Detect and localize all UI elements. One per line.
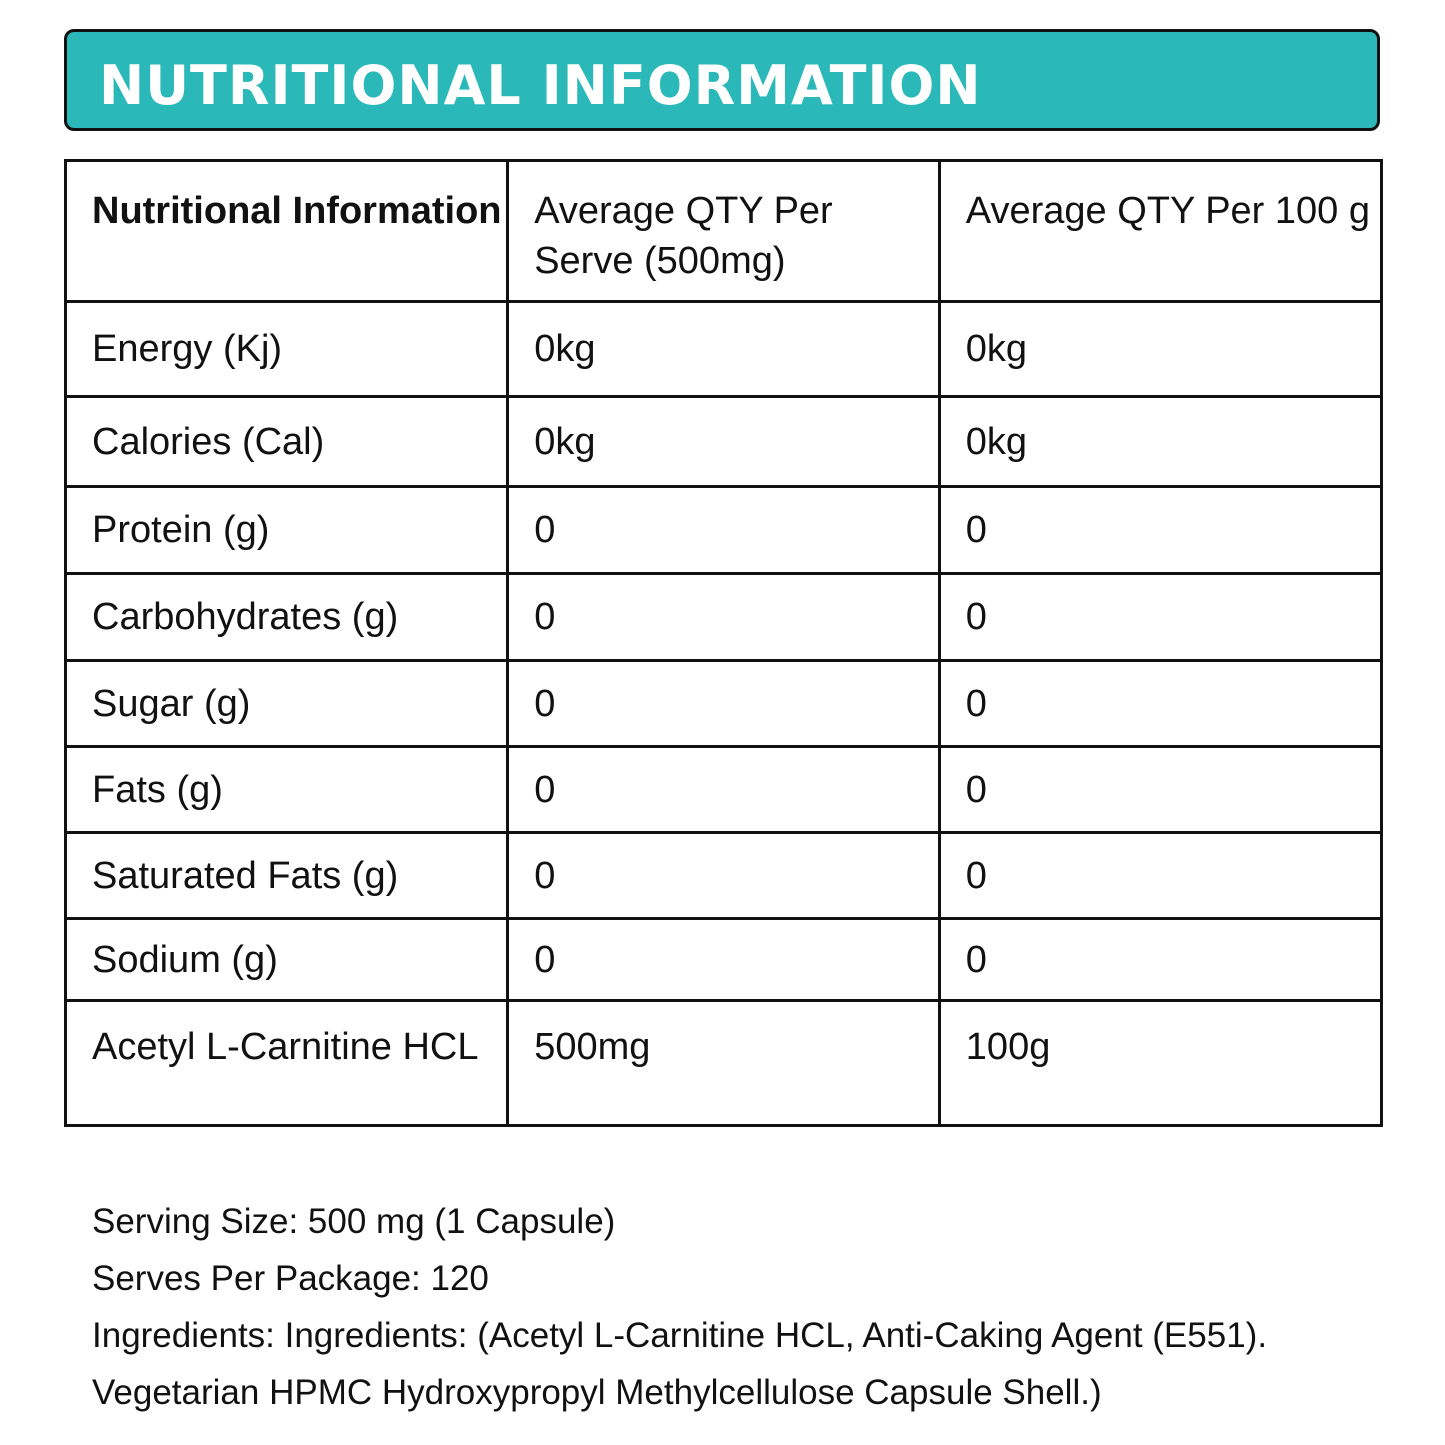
table-row <box>66 747 1382 833</box>
nutrient-name: Protein (g) <box>66 487 508 574</box>
product-footer <box>92 1193 1392 1421</box>
per-100g-value: 0 <box>939 919 1381 1001</box>
nutrient-name: Sodium (g) <box>66 919 508 1001</box>
per-serve-value: 0 <box>508 833 940 919</box>
per-100g-value: 0 <box>939 487 1381 574</box>
table-row <box>66 661 1382 747</box>
per-serve-value: 0kg <box>508 397 940 487</box>
per-serve-value: 0 <box>508 574 940 661</box>
nutrient-name: Sugar (g) <box>66 661 508 747</box>
nutrient-name: Calories (Cal) <box>66 397 508 487</box>
per-serve-value: 0 <box>508 747 940 833</box>
serves-per-package-text: Serves Per Package: 120 <box>92 1259 489 1298</box>
per-100g-value: 0 <box>939 833 1381 919</box>
per-100g-value: 0 <box>939 574 1381 661</box>
per-100g-value: 0 <box>939 747 1381 833</box>
per-100g-value: 100g <box>939 1001 1381 1126</box>
per-100g-value: 0kg <box>939 302 1381 397</box>
table-row <box>66 302 1382 397</box>
column-header-per-100g: Average QTY Per 100 g <box>939 161 1381 302</box>
page-title: NUTRITIONAL INFORMATION <box>99 54 982 117</box>
column-header-nutrient: Nutritional Information <box>66 161 508 302</box>
table-row <box>66 487 1382 574</box>
table-row <box>66 574 1382 661</box>
table-row <box>66 1001 1382 1126</box>
per-100g-value: 0 <box>939 661 1381 747</box>
column-header-per-serve: Average QTY Per Serve (500mg) <box>508 161 940 302</box>
nutrition-table <box>64 159 1383 1127</box>
title-banner <box>64 29 1380 131</box>
nutrient-name: Saturated Fats (g) <box>66 833 508 919</box>
table-header-row <box>66 161 1382 302</box>
table-row <box>66 397 1382 487</box>
table-row <box>66 919 1382 1001</box>
per-serve-value: 0 <box>508 487 940 574</box>
ingredients-text-line-1: Ingredients: Ingredients: (Acetyl L-Carnitine HCL, Anti-Caking Agent (E551). <box>92 1316 1268 1355</box>
table-row <box>66 833 1382 919</box>
nutrient-name: Fats (g) <box>66 747 508 833</box>
per-serve-value: 0 <box>508 919 940 1001</box>
per-serve-value: 500mg <box>508 1001 940 1126</box>
per-serve-value: 0kg <box>508 302 940 397</box>
nutrient-name: Energy (Kj) <box>66 302 508 397</box>
per-serve-value: 0 <box>508 661 940 747</box>
per-100g-value: 0kg <box>939 397 1381 487</box>
serving-size-text: Serving Size: 500 mg (1 Capsule) <box>92 1202 616 1241</box>
ingredients-text-line-2: Vegetarian HPMC Hydroxypropyl Methylcellulose Capsule Shell.) <box>92 1373 1102 1412</box>
nutrient-name: Carbohydrates (g) <box>66 574 508 661</box>
nutrient-name: Acetyl L-Carnitine HCL <box>66 1001 508 1126</box>
